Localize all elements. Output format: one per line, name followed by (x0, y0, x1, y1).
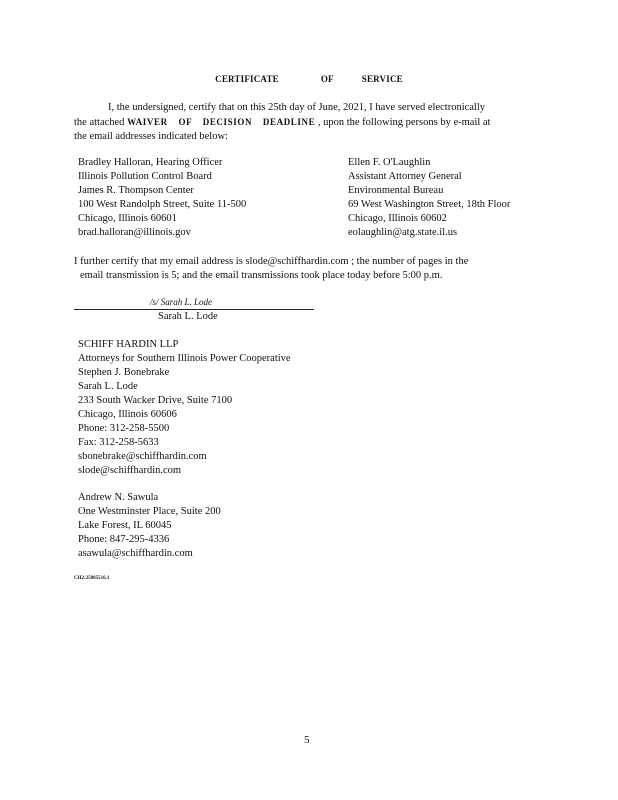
firm-block (78, 338, 291, 478)
service-paragraph (74, 101, 534, 144)
firm-email[interactable]: sbonebrake@schiffhardin.com (78, 451, 207, 462)
service-line-2 (74, 115, 534, 130)
firm-fax: Fax: 312-258-5633 (78, 437, 159, 448)
recipient-right-line: 69 West Washington Street, 18th Floor (348, 199, 511, 210)
recipient-hearing-officer (78, 156, 246, 240)
title-word-3: SERVICE (361, 74, 403, 84)
recipient-right-email[interactable]: eolaughlin@atg.state.il.us (348, 227, 458, 238)
certificate-title (0, 74, 618, 84)
cocounsel-phone: Phone: 847-295-4336 (78, 534, 170, 545)
firm-line: SCHIFF HARDIN LLP (78, 339, 179, 350)
firm-line: Attorneys for Southern Illinois Power Cooperative (78, 353, 291, 364)
recipient-right-line: Environmental Bureau (348, 185, 444, 196)
title-word-1: CERTIFICATE (215, 74, 279, 84)
recipient-left-line: Bradley Halloran, Hearing Officer (78, 157, 223, 168)
certify-line-2: email transmission is 5; and the email transmissions took place today before 5:00 p.m. (80, 270, 443, 281)
service-line-1: I, the undersigned, certify that on this 25th day of June, 2021, I have served electronically (108, 102, 486, 113)
cocounsel-line: Lake Forest, IL 60045 (78, 520, 172, 531)
recipient-right-line: Ellen F. O'Laughlin (348, 157, 431, 168)
recipient-right-line: Assistant Attorney General (348, 171, 462, 182)
firm-line: Sarah L. Lode (78, 381, 138, 392)
recipient-left-line: Chicago, Illinois 60601 (78, 213, 177, 224)
service-line-2-end: , upon the following persons by e-mail at (317, 117, 491, 128)
electronic-signature: /s/ Sarah L. Lode (150, 297, 213, 307)
firm-line: Chicago, Illinois 60606 (78, 409, 177, 420)
firm-phone: Phone: 312-258-5500 (78, 423, 170, 434)
recipient-left-line: 100 West Randolph Street, Suite 11-500 (78, 199, 247, 210)
recipient-left-email[interactable]: brad.halloran@illinois.gov (78, 227, 191, 238)
title-word-2: OF (320, 74, 334, 84)
page-number: 5 (304, 734, 310, 746)
document-code: CH2:25005516.1 (74, 576, 110, 581)
firm-line: Stephen J. Bonebrake (78, 367, 170, 378)
cocounsel-block (78, 491, 221, 561)
waiver-title: WAIVER OF DECISION DEADLINE (127, 117, 316, 127)
cocounsel-email[interactable]: asawula@schiffhardin.com (78, 548, 193, 559)
service-line-2-start: the attached (74, 117, 125, 128)
service-line-3: the email addresses indicated below: (74, 131, 228, 142)
cocounsel-line: One Westminster Place, Suite 200 (78, 506, 221, 517)
firm-line: 233 South Wacker Drive, Suite 7100 (78, 395, 233, 406)
certify-line-1: I further certify that my email address is slode@schiffhardin.com ; the number of pages in the (74, 256, 469, 267)
recipient-right-line: Chicago, Illinois 60602 (348, 213, 447, 224)
recipient-left-line: Illinois Pollution Control Board (78, 171, 212, 182)
certify-paragraph (74, 255, 468, 283)
recipient-attorney-general (348, 156, 510, 240)
recipient-left-line: James R. Thompson Center (78, 185, 194, 196)
cocounsel-line: Andrew N. Sawula (78, 492, 159, 503)
signatory-name: Sarah L. Lode (158, 311, 218, 322)
firm-email[interactable]: slode@schiffhardin.com (78, 465, 182, 476)
